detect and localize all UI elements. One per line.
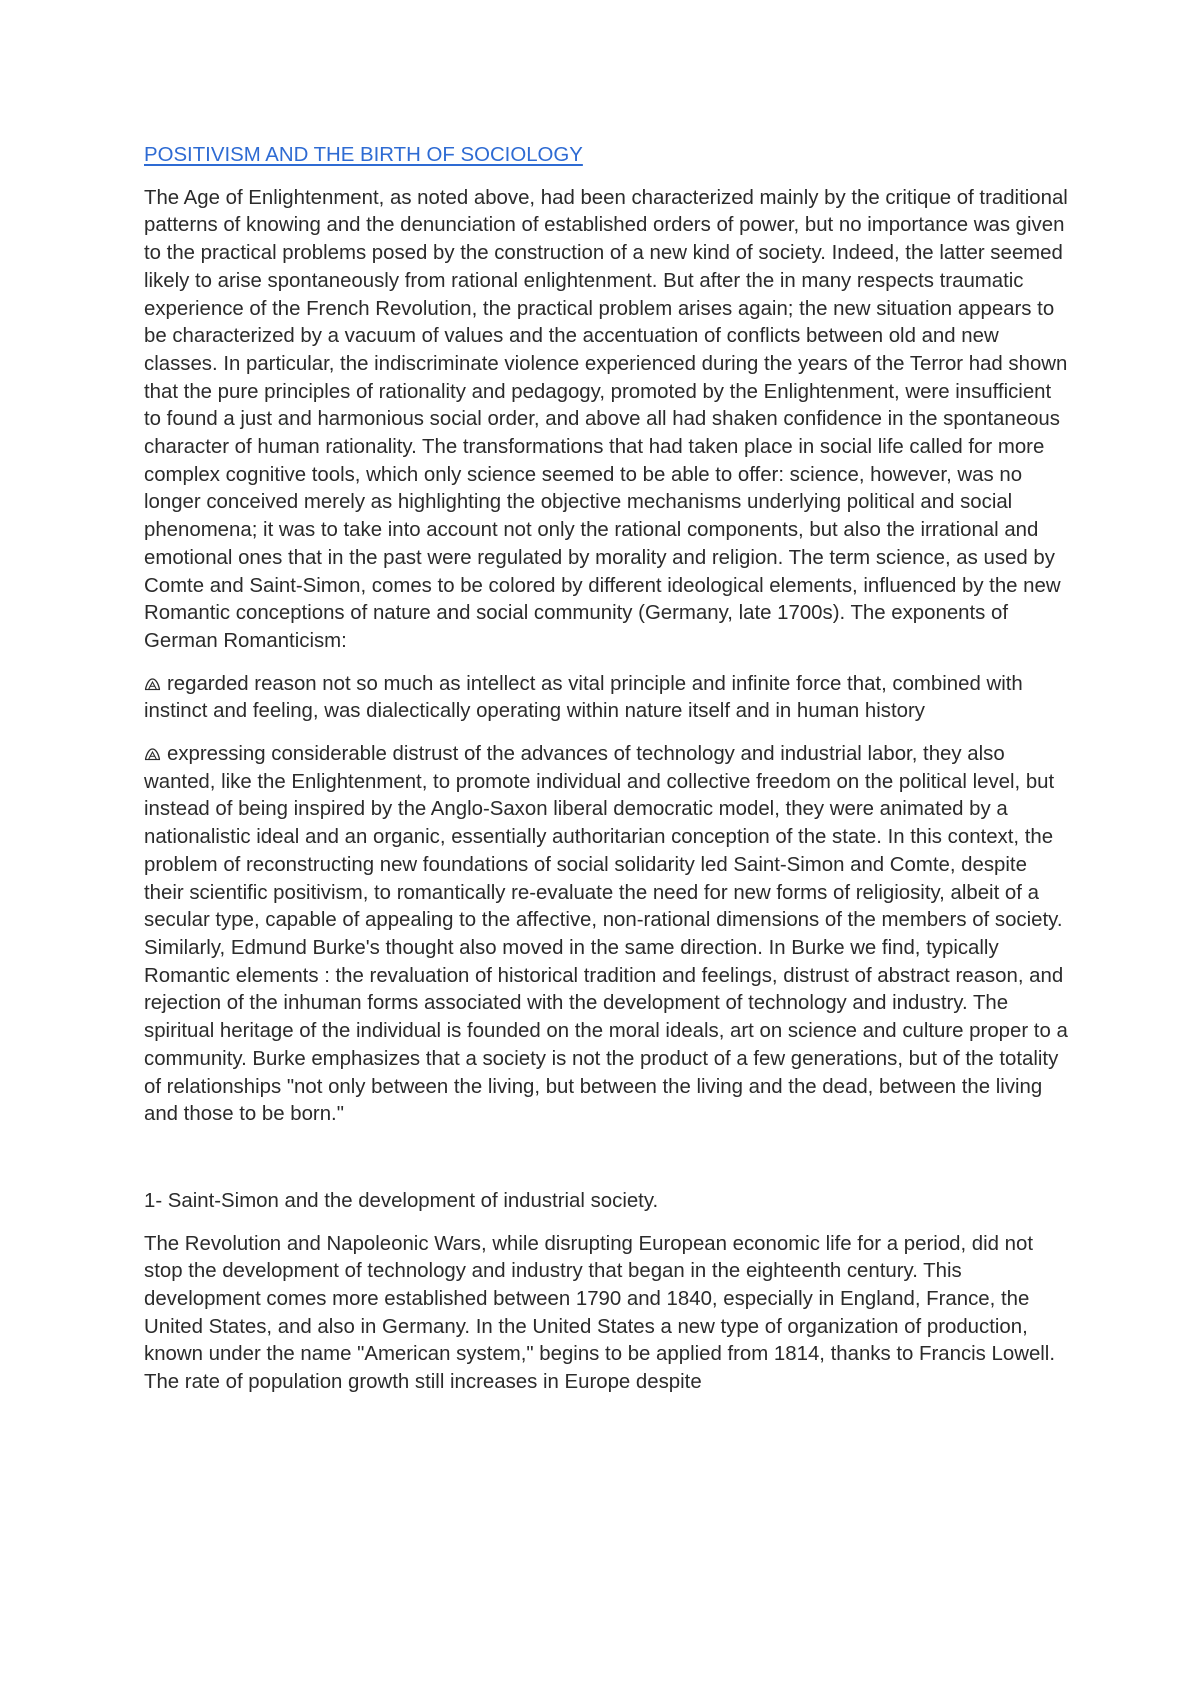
intro-paragraph: The Age of Enlightenment, as noted above, had been characterized mainly by the critique of traditional patterns of knowing and the denunciation of established orders of power, but no importance was given to the practical problems posed by the construction of a new kind of society. Indeed, the latter seemed likely to arise spontaneously from rational enlightenment. But after the in many respects traumatic experience of the French Revolution, the practical problem arises again; the new situation appears to be characterized by a vacuum of values and the accentuation of conflicts between old and new classes. In particular, the indiscriminate violence experienced during the years of the Terror had shown that the pure principles of rationality and pedagogy, promoted by the Enlightenment, were insufficient to found a just and harmonious social order, and above all had shaken confidence in the spontaneous character of human rationality. The transformations that had taken place in social life called for more complex cognitive tools, which only science seemed to be able to offer: science, however, was no longer conceived merely as highlighting the objective mechanisms underlying political and social phenomena; it was to take into account not only the rational components, but also the irrational and emotional ones that in the past were regulated by morality and religion. The term science, as used by Comte and Saint-Simon, comes to be colored by different ideological elements, influenced by the new Romantic conceptions of nature and social community (Germany, late 1700s). The exponents of German Romanticism: [144, 186, 1068, 652]
document-body [144, 142, 1070, 1412]
section-paragraph: The Revolution and Napoleonic Wars, while disrupting European economic life for a period, did not stop the development of technology and industry that began in the eighteenth century. This development comes more established between 1790 and 1840, especially in England, France, the United States, and also in Germany. In the United States a new type of organization of production, known under the name "American system," begins to be applied from 1814, thanks to Francis Lowell. The rate of population growth still increases in Europe despite [144, 1232, 1056, 1394]
bullet-text: expressing considerable distrust of the advances of technology and industrial labor, they also wanted, like the Enlightenment, to promote individual and collective freedom on the political level, but instead of being inspired by the Anglo-Saxon liberal democratic model, they were animated by a nationalistic ideal and an organic, essentially authoritarian conception of the state. In this context, the problem of reconstructing new foundations of social solidarity led Saint-Simon and Comte, despite their scientific positivism, to romantically re-evaluate the need for new forms of religiosity, albeit of a secular type, capable of appealing to the affective, non-rational dimensions of the members of society. Similarly, Edmund Burke's thought also moved in the same direction. In Burke we find, typically Romantic elements : the revaluation of historical tradition and feelings, distrust of abstract reason, and rejection of the inhuman forms associated with the development of technology and industry. The spiritual heritage of the individual is founded on the moral ideals, art on science and culture proper to a community. Burke emphasizes that a society is not the product of a few generations, but of the totality of relationships "not only between the living, but between the living and the dead, between the living and those to be born." [144, 743, 1068, 1126]
bullet-text: regarded reason not so much as intellect as vital principle and infinite force that, combined with instinct and feeling, was dialectically operating within nature itself and in human history [144, 672, 1023, 723]
section-heading: 1- Saint-Simon and the development of industrial society. [144, 1189, 659, 1212]
section-spacer [144, 1144, 1070, 1188]
bullet-glyph-icon [144, 677, 162, 691]
bullet-item [144, 671, 1070, 726]
bullet-item [144, 741, 1070, 1129]
document-title: POSITIVISM AND THE BIRTH OF SOCIOLOGY [144, 144, 583, 166]
bullet-glyph-icon [144, 747, 162, 761]
